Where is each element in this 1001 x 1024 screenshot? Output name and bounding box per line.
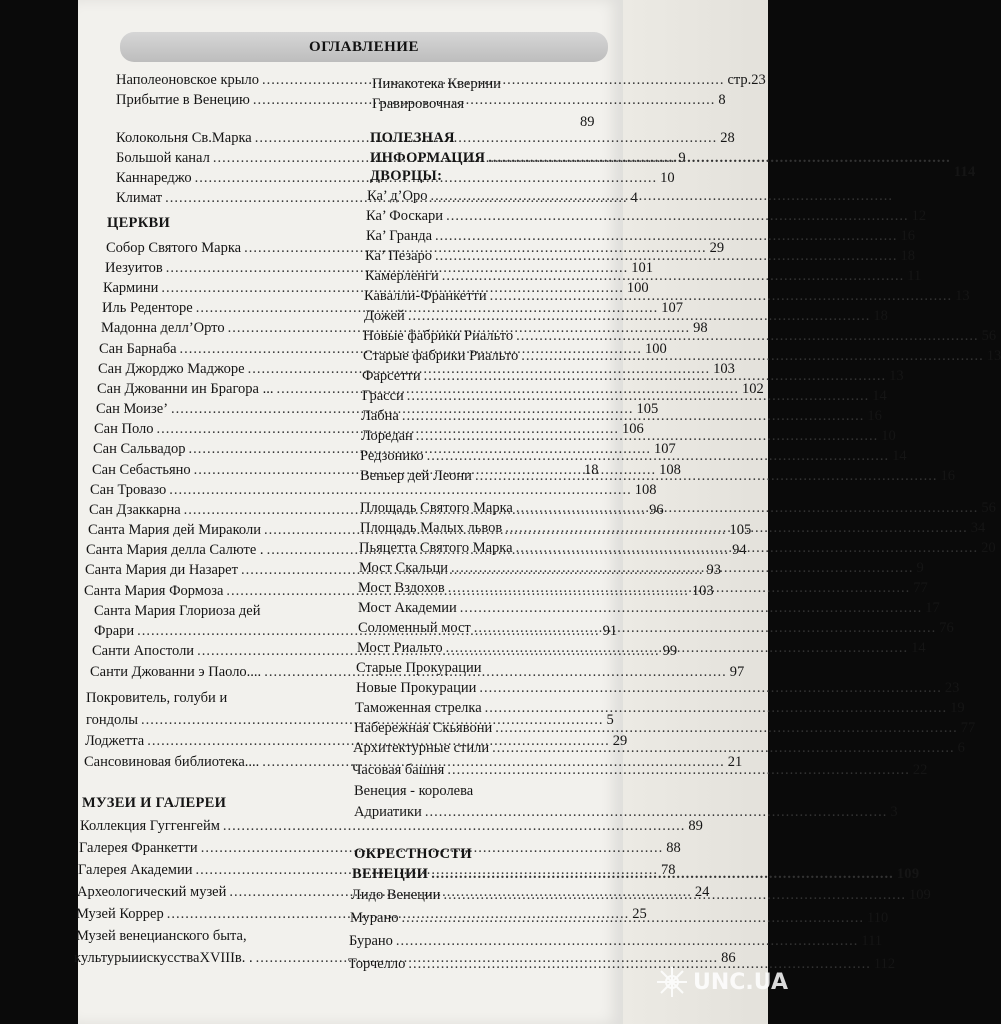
leader-dots [521,348,984,365]
entry-label: Санта Мария Формоза [84,583,224,599]
leader-dots [488,150,951,167]
leader-dots [435,248,898,265]
entry-page-number: 105 [636,401,659,417]
leader-dots [479,680,942,697]
section-title-useful: ПОЛЕЗНАЯ [370,130,455,146]
entry-page-number: 29 [709,240,725,256]
entry-label-line: Пинакотека Кверини [372,76,501,92]
entry-label: Ка’ Фоскари [366,208,444,224]
entry-label: Сан Джорджо Маджоре [98,361,245,377]
entry-label: Санта Мария дей Мираколи [88,522,261,538]
entry-page-number: 11 [907,268,922,284]
entry-label: Музей Коррер [76,906,164,922]
toc-entry [358,600,940,617]
leader-dots [516,500,979,517]
entry-page-number: 102 [741,381,764,397]
entry-label: Часовая башня [352,762,445,778]
entry-label: Климат [116,190,163,206]
leader-dots [485,700,948,717]
leader-dots [447,762,910,779]
entry-label: Прибытие в Венецию [116,92,250,108]
entry-label-line: Венеция - королева [354,783,474,799]
entry-label: Таможенная стрелка [355,700,482,716]
leader-dots [424,368,887,385]
entry-page-number: 103 [713,361,735,377]
leader-dots [416,428,879,445]
toc-entry [354,804,898,821]
entry-label: Иезуитов [105,260,163,276]
leader-dots [427,448,890,465]
entry-label: Галерея Франкетти [79,840,198,856]
entry-page-number: 8 [718,92,726,108]
entry-label-line: Музей венецианского быта, [76,928,247,944]
entry-label: ИНФОРМАЦИЯ [370,150,486,166]
entry-page-number: 18 [873,308,888,324]
entry-label: Санта Мария делла Салюте . [86,542,264,558]
entry-label: Галерея Академии [78,862,193,878]
entry-page-number: 106 [622,421,644,437]
entry-page-number: 107 [654,441,676,457]
leader-dots [505,520,968,537]
entry-label: Сан Моизе’ [96,401,169,417]
toc-entry [80,818,703,835]
entry-label: Лабна [361,408,399,424]
entry-page-number: 109 [896,866,920,882]
entry-label: Сан Джованни ин Брагора ... [97,381,274,397]
entry-page-number: 56 [981,328,997,344]
entry-label: Иль Реденторе [102,300,193,316]
entry-label: Бурано [349,933,393,949]
entry-page-number: 89 [688,818,703,834]
entry-label: Сан Барнаба [99,341,177,357]
entry-label: Архитектурные стили [353,740,490,756]
entry-label: Площадь Святого Марка [360,500,513,516]
leader-dots [408,308,871,325]
entry-label: Дожей [364,308,405,324]
entry-page-number: 24 [694,884,710,900]
entry-page-number: 9 [678,150,686,166]
entry-page-number: 6 [957,740,965,756]
entry-label: Ка’ Пезаро [365,248,433,264]
entry-page-number: 5 [606,712,614,728]
entry-page-number: 9 [916,560,924,576]
entry-label: Ка’ Гранда [366,228,433,244]
leader-dots [446,640,909,657]
entry-page-number: 56 [981,500,996,516]
entry-page-number: 101 [631,260,654,276]
entry-label: Наполеоновское крыло [116,72,259,88]
entry-page-number: 19 [950,700,965,716]
entry-page-number: 93 [706,562,721,578]
entry-label: Старые фабрики Риальто [363,348,519,364]
entry-page-number: 14 [892,448,907,464]
entry-label: культурыиискусстваXVIIIв. . [74,950,253,966]
leader-dots [460,600,923,617]
entry-label: Грасси [362,388,404,404]
entry-label: Пьяцетта Святого Марка [359,540,513,556]
watermark [655,965,788,999]
entry-label: Гравировочная [372,96,465,112]
entry-page-number: 23 [944,680,960,696]
leader-dots [401,910,864,927]
entry-label: Ка’ д’Оро [367,188,428,204]
entry-page-number: 77 [960,720,976,736]
section-title-museums: МУЗЕИ И ГАЛЕРЕИ [82,795,227,811]
toc-entry [366,228,916,245]
entry-label: Площадь Малых львов [360,520,503,536]
entry-label: Археологический музей [77,884,227,900]
entry-page-number: 13 [889,368,904,384]
leader-dots [446,208,909,225]
entry-page-number: 100 [645,341,667,357]
section-title-surroundings: ОКРЕСТНОСТИ [354,846,472,862]
entry-label: Санти Джованни э Паоло.... [90,664,262,680]
entry-label: Каннареджо [116,170,192,186]
leader-dots [516,540,979,557]
entry-page-number: 109 [908,887,931,903]
entry-page-number: 107 [661,300,683,316]
entry-page-number: 16 [867,408,882,424]
entry-label: Сансовиновая библиотека.... [84,754,260,770]
leader-dots [442,268,905,285]
entry-label: Мурано [350,910,399,926]
leader-dots [407,388,870,405]
entry-label: Сан Себастьяно [92,462,191,478]
entry-page-number: 18 [584,462,599,478]
entry-page-number: 22 [912,762,928,778]
entry-label: Лоредан [361,428,413,444]
entry-page-number: 14 [872,388,887,404]
entry-label: Сан Поло [94,421,154,437]
entry-label: Веньер дей Леони [360,468,472,484]
leader-dots [516,328,979,345]
entry-label: Большой канал [116,150,210,166]
entry-label: Новые фабрики Риальто [363,328,514,344]
entry-label: Мадонна делл’Орто [101,320,225,336]
entry-page-number: 10 [660,170,675,186]
leader-dots [475,468,938,485]
toc-entry [366,208,927,225]
leader-dots [425,804,888,821]
entry-label-line: Старые Прокурации [356,660,482,676]
page-title: ОГЛАВЛЕНИЕ [309,38,419,55]
entry-page-number: 13 [986,348,1001,364]
leader-dots [495,720,958,737]
toc-entry [90,482,657,499]
entry-page-number: 25 [632,906,647,922]
entry-label: Колокольня Св.Марка [116,130,252,146]
entry-page-number: 89 [580,114,595,130]
entry-page-number: 13 [955,288,970,304]
entry-label: Фарсетти [362,368,421,384]
entry-label-line: Санта Мария Глориоза дей [94,603,261,619]
leader-dots [402,408,865,425]
entry-page-number: 86 [721,950,736,966]
entry-page-number: 114 [953,164,976,180]
entry-page-number: 78 [660,862,676,878]
entry-label: Мост Вздохов [358,580,445,596]
entry-page-number: 28 [720,130,735,146]
entry-page-number: 34 [970,520,986,536]
entry-page-number: 98 [693,320,708,336]
entry-label: Мост Риальто [357,640,443,656]
entry-page-number: 96 [649,502,664,518]
leader-dots [451,560,914,577]
entry-page-number: 100 [626,280,649,296]
entry-page-number: 94 [732,542,747,558]
entry-page-number: 111 [861,933,883,949]
section-title-churches: ЦЕРКВИ [107,215,171,231]
leader-dots [430,188,893,205]
entry-label: Кавалли-Франкетти [364,288,487,304]
entry-page-number: 77 [913,580,928,596]
entry-page-number: 16 [940,468,955,484]
entry-label: Санта Мария ди Назарет [85,562,238,578]
watermark-text: UNC.UA [693,969,788,995]
entry-label: Кармини [103,280,159,296]
toc-entry [356,680,960,697]
toc-entry [367,188,589,205]
entry-page-number: 14 [911,640,926,656]
entry-label: Торчелло [348,956,406,972]
entry-label: Новые Прокурации [356,680,477,696]
leader-dots [490,288,953,305]
leader-dots [408,956,871,973]
section-title-palaces: ДВОРЦЫ: [370,168,443,184]
entry-page-number: 110 [866,910,889,926]
entry-page-number: 108 [659,462,681,478]
entry-page-number: 29 [612,733,628,749]
entry-page-number: 105 [729,522,752,538]
entry-label: гондолы [86,712,139,728]
entry-label: Лоджетта [85,733,145,749]
entry-label: ВЕНЕЦИИ [352,866,429,882]
toc-entry [355,700,965,717]
leader-dots [435,228,898,245]
entry-page-number: 10 [881,428,896,444]
entry-label: Сан Дзаккарна [89,502,181,518]
leader-dots [431,866,894,883]
toc-entry [372,96,480,113]
toc-entry [354,720,976,737]
entry-label: Мост Академии [358,600,457,616]
entry-label: Камерленги [365,268,439,284]
entry-page-number: 20 [981,540,996,556]
entry-label: Санти Апостоли [92,643,195,659]
leader-dots [443,887,906,904]
entry-page-number: стр.23 [727,72,766,88]
entry-label: Мост Скальци [359,560,448,576]
leader-dots [474,620,937,637]
entry-label: Лидо Венеции [351,887,441,903]
toc-entry [349,933,883,950]
entry-page-number: 3 [890,804,898,820]
entry-page-number: 112 [873,956,896,972]
entry-page-number: 97 [729,664,745,680]
entry-label: Адриатики [354,804,422,820]
entry-label: Соломенный мост [358,620,471,636]
entry-label: Коллекция Гуггенгейм [80,818,220,834]
entry-page-number: 91 [602,623,618,639]
entry-label: Собор Святого Марка [106,240,242,256]
entry-label: Фрари [94,623,135,639]
entry-page-number: 76 [939,620,954,636]
entry-label: Сан Тровазо [90,482,167,498]
entry-page-number: 21 [727,754,743,770]
entry-page-number: 99 [662,643,678,659]
leader-dots [492,740,955,757]
entry-page-number: 16 [900,228,916,244]
leader-dots [448,580,911,597]
entry-label: Набережная Скьявони [354,720,493,736]
entry-page-number: 108 [634,482,657,498]
leader-dots [396,933,859,950]
entry-label: Сан Сальвадор [93,441,186,457]
entry-page-number: 12 [911,208,927,224]
entry-label-line: Покровитель, голуби и [86,690,228,706]
entry-label: Редзонико [360,448,424,464]
unc-logo-icon [655,965,689,999]
entry-page-number: 17 [925,600,940,616]
entry-page-number: 103 [691,583,714,599]
entry-page-number: 18 [900,248,916,264]
entry-page-number: 88 [666,840,681,856]
entry-page-number: 4 [630,190,638,206]
